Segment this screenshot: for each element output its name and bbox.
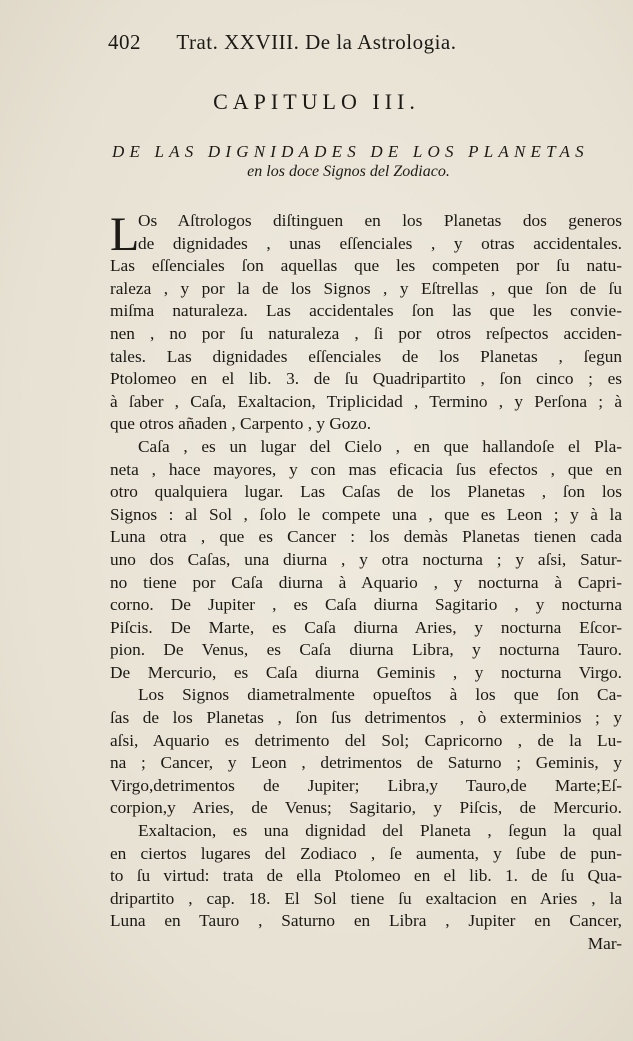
page-number: 402: [108, 30, 141, 54]
running-header: [108, 30, 558, 55]
text-line: Ptolomeo en el lib. 3. de ſu Quadripartito , ſon cinco ; es: [110, 369, 622, 389]
text-line: na ; Cancer, y Leon , detrimentos de Saturno ; Geminis, y: [110, 753, 622, 773]
text-line: neta , hace mayores, y con mas eficacia ſus efectos , que en: [110, 459, 622, 479]
text-line: Luna otra , que es Cancer : los demàs Planetas tienen cada: [110, 527, 622, 547]
text-line: uno dos Caſas, una diurna , y otra nocturna ; y aſsi, Satur-: [110, 549, 622, 569]
text-line: corpion,y Aries, de Venus; Sagitario, y Piſcis, de Mercurio.: [110, 798, 622, 818]
text-line: miſma naturaleza. Las accidentales ſon las que les convie-: [110, 301, 622, 321]
text-line: dripartito , cap. 18. El Sol tiene ſu exaltacion en Aries , la: [110, 888, 622, 908]
chapter-subtitle-line2: en los doce Signos del Zodiaco.: [247, 163, 450, 180]
body-text: [110, 210, 622, 956]
text-line: Signos : al Sol , ſolo le compete una , que es Leon ; y à la: [110, 504, 622, 524]
text-line: Virgo,detrimentos de Jupiter; Libra,y Tauro,de Marte;Eſ-: [110, 775, 622, 795]
text-line: no tiene por Caſa diurna à Aquario , y nocturna à Capri-: [110, 572, 622, 592]
text-line: nen , no por ſu naturaleza , ſi por otros reſpectos acciden-: [110, 323, 622, 343]
text-line: pion. De Venus, es Caſa diurna Libra, y nocturna Tauro.: [110, 640, 622, 660]
text-line: raleza , y por la de los Signos , y Eſtrellas , que ſon de ſu: [110, 278, 622, 298]
text-line: De Mercurio, es Caſa diurna Geminis , y nocturna Virgo.: [110, 662, 622, 682]
text-line: Caſa , es un lugar del Cielo , en que hallandoſe el Pla-: [138, 436, 622, 456]
text-line: to ſu virtud: trata de ella Ptolomeo en el lib. 1. de ſu Qua-: [110, 866, 622, 886]
text-line: Las eſſenciales ſon aquellas que les competen por ſu natu-: [110, 256, 622, 276]
text-line: de dignidades , unas eſſenciales , y otras accidentales.: [138, 233, 622, 253]
text-line: Los Signos diametralmente opueſtos à los que ſon Ca-: [138, 685, 622, 705]
text-line: tales. Las dignidades eſſenciales de los Planetas , ſegun: [110, 346, 622, 366]
text-line: Luna en Tauro , Saturno en Libra , Jupiter en Cancer,: [110, 911, 622, 931]
text-line: aſsi, Aquario es detrimento del Sol; Capricorno , de la Lu-: [110, 730, 622, 750]
text-line: Exaltacion, es una dignidad del Planeta , ſegun la qual: [138, 821, 622, 841]
text-line: Piſcis. De Marte, es Caſa diurna Aries, y nocturna Eſcor-: [110, 617, 622, 637]
running-title: Trat. XXVIII. De la Astrologia.: [176, 30, 457, 54]
chapter-title: CAPITULO III.: [213, 89, 420, 114]
text-line: que otros añaden , Carpento , y Gozo.: [110, 414, 372, 434]
text-line: ſas de los Planetas , ſon ſus detrimentos , ò exterminios ; y: [110, 708, 622, 728]
text-line: Os Aſtrologos diſtinguen en los Planetas dos generos: [138, 211, 622, 230]
text-line: corno. De Jupiter , es Caſa diurna Sagitario , y nocturna: [110, 595, 622, 615]
catchword: Mar-: [587, 934, 622, 953]
drop-cap: L: [110, 208, 140, 261]
chapter-subtitle-line1: DE LAS DIGNIDADES DE LOS PLANETAS: [112, 142, 589, 161]
text-line: à ſaber , Caſa, Exaltacion, Triplicidad , Termino , y Perſona ; à: [110, 391, 622, 411]
text-line: en ciertos lugares del Zodiaco , ſe aumenta, y ſube de pun-: [110, 843, 622, 863]
text-line: otro qualquiera lugar. Las Caſas de los Planetas , ſon los: [110, 482, 622, 502]
